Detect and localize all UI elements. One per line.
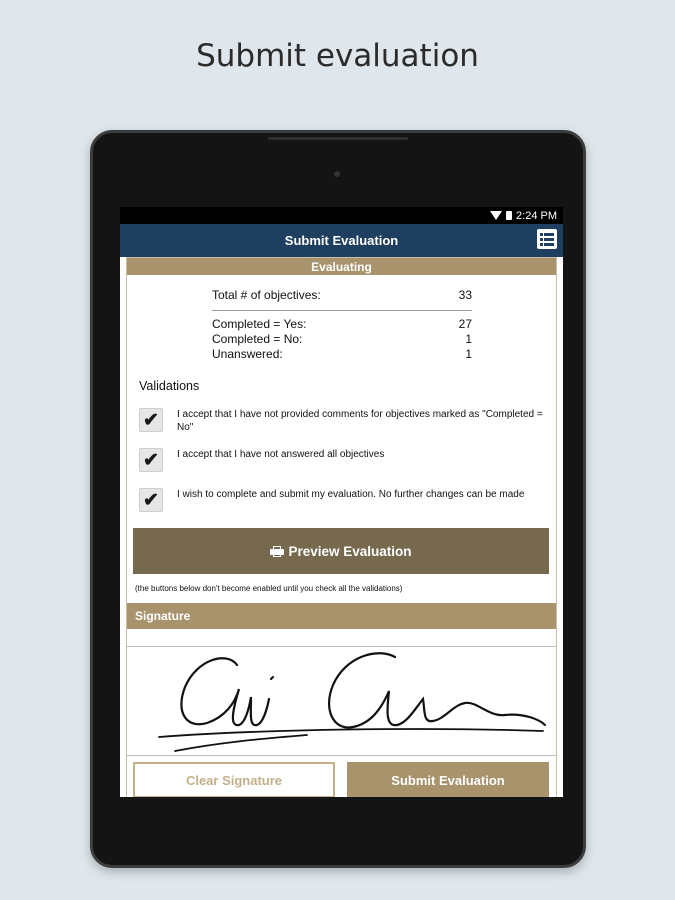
validation-text: I wish to complete and submit my evaluation. No further changes can be made	[177, 489, 525, 500]
printer-icon	[270, 546, 284, 557]
battery-icon	[506, 211, 512, 220]
evaluation-panel	[126, 257, 557, 797]
submit-evaluation-button[interactable]: Submit Evaluation	[347, 762, 549, 797]
stat-row	[212, 332, 472, 347]
stat-label: Unanswered:	[212, 347, 283, 361]
wifi-icon	[490, 211, 502, 220]
app-bar-title: Submit Evaluation	[284, 233, 399, 248]
stat-row	[212, 347, 472, 362]
page-caption: Submit evaluation	[196, 38, 479, 74]
validation-checkbox[interactable]	[139, 408, 163, 432]
validation-text: I accept that I have not answered all objectives	[177, 449, 385, 460]
validations-title: Validations	[139, 379, 200, 393]
objective-stats	[212, 288, 472, 362]
checkmark-icon: ✔	[143, 449, 159, 471]
signature-pad[interactable]	[127, 646, 556, 756]
validation-item	[139, 448, 549, 472]
validation-text: I accept that I have not provided comments for objectives marked as "Completed = No"	[177, 409, 543, 433]
stats-divider	[212, 310, 472, 311]
preview-evaluation-button[interactable]	[133, 528, 549, 574]
validation-item	[139, 488, 549, 512]
preview-button-label: Preview Evaluation	[288, 543, 412, 559]
validation-item	[139, 408, 549, 434]
app-screen	[120, 207, 563, 797]
stat-row-total	[212, 288, 472, 303]
stat-value: 27	[458, 317, 472, 331]
stat-label: Completed = Yes:	[212, 317, 307, 331]
evaluating-header: Evaluating	[127, 258, 556, 275]
validation-note: (the buttons below don't become enabled until you check all the validations)	[135, 584, 403, 593]
validation-checkbox[interactable]	[139, 488, 163, 512]
validation-checkbox[interactable]	[139, 448, 163, 472]
app-bar	[120, 224, 563, 257]
signature-stroke	[127, 647, 556, 757]
status-time: 2:24 PM	[516, 209, 557, 222]
stat-label: Total # of objectives:	[212, 288, 321, 302]
stat-value: 33	[458, 288, 472, 302]
checkmark-icon: ✔	[143, 409, 159, 431]
stat-row	[212, 317, 472, 332]
stat-label: Completed = No:	[212, 332, 303, 346]
status-bar	[120, 207, 563, 224]
tablet-top-edge	[268, 137, 408, 140]
stat-value: 1	[465, 347, 472, 361]
stat-value: 1	[465, 332, 472, 346]
camera-icon	[334, 171, 340, 177]
tablet-device	[90, 130, 586, 868]
checkmark-icon: ✔	[143, 489, 159, 511]
clear-signature-button[interactable]: Clear Signature	[133, 762, 335, 797]
signature-header: Signature	[127, 603, 556, 629]
list-menu-icon[interactable]	[537, 229, 557, 249]
